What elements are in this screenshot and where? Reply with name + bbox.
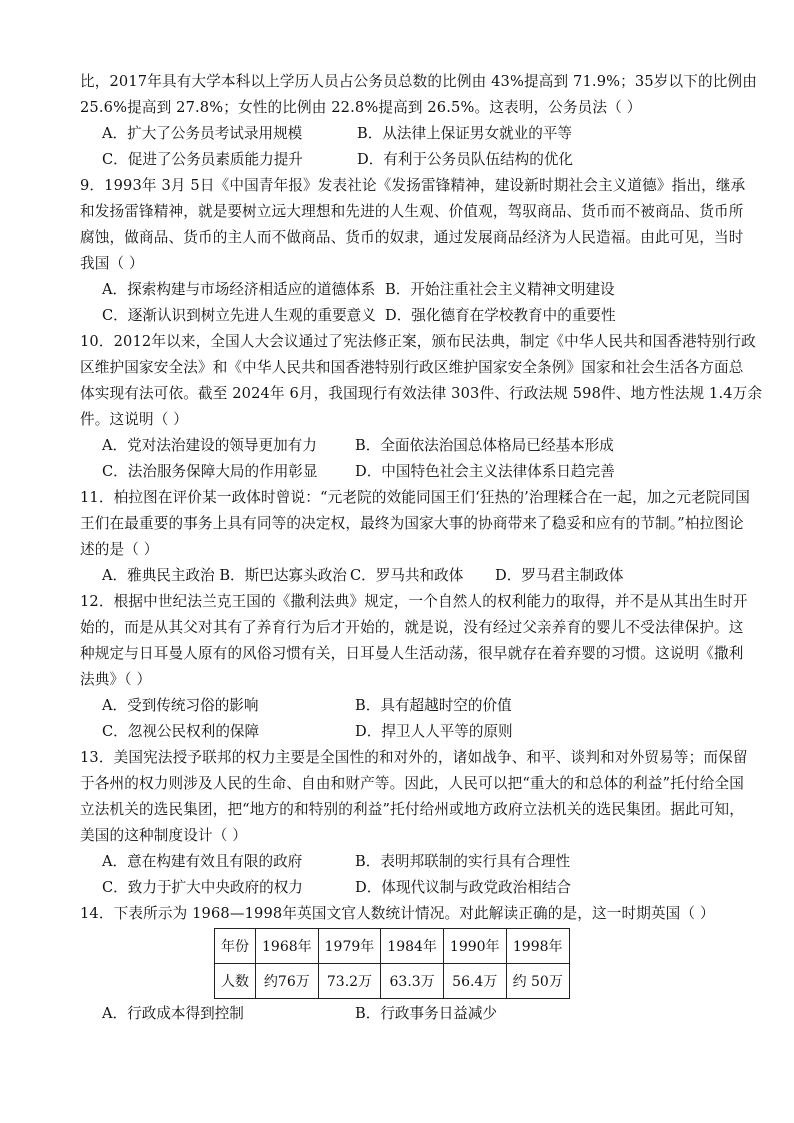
table-cell: 1979年 [318, 929, 381, 964]
table-cell: 73.2万 [318, 964, 381, 999]
q9-option-b[interactable]: B．开始注重社会主义精神文明建设 [385, 281, 615, 298]
q14-option-a[interactable]: A．行政成本得到控制 [102, 1005, 244, 1022]
table-cell: 1984年 [381, 929, 444, 964]
q8-option-a[interactable]: A．扩大了公务员考试录用规模 [102, 125, 303, 142]
q9-option-c[interactable]: C．逐渐认识到树立先进人生观的重要意义 [102, 307, 376, 324]
q10-option-a[interactable]: A．党对法治建设的领导更加有力 [102, 437, 317, 454]
table-cell: 1990年 [443, 929, 506, 964]
q11-option-ab[interactable]: A．雅典民主政治 B．斯巴达寡头政治 [102, 567, 347, 584]
q8-option-c[interactable]: C．促进了公务员素质能力提升 [102, 151, 303, 168]
q10-line-4: 件。这说明（ ） [80, 411, 188, 428]
table-header-cell: 年份 [215, 929, 256, 964]
q12-line-4: 法典》（ ） [80, 671, 152, 688]
q9-line-3: 腐蚀，做商品、货币的主人而不做商品、货币的奴隶，通过发展商品经济为人民造福。由此可见，当时 [80, 229, 744, 246]
q12-line-1: 12．根据中世纪法兰克王国的《撒利法典》规定，一个自然人的权利能力的取得，并不是从其出生时开 [80, 593, 748, 610]
q10-line-2: 区维护国家安全法》和《中华人民共和国香港特别行政区维护国家安全条例》国家和社会生活各方面总 [80, 359, 744, 376]
q13-option-a[interactable]: A．意在构建有效且有限的政府 [102, 853, 303, 870]
q12-line-2: 始的，而是从其父对其有了养育行为后才开始的，就是说，没有经过父亲养育的婴儿不受法律保护。这 [80, 619, 744, 636]
q13-option-d[interactable]: D．体现代议制与政党政治相结合 [355, 879, 572, 896]
q9-line-4: 我国（ ） [80, 255, 144, 272]
q11-line-3: 述的是（ ） [80, 541, 159, 558]
q9-option-a[interactable]: A．探索构建与市场经济相适应的道德体系 [102, 281, 376, 298]
q10-line-1: 10．2012年以来，全国人大会议通过了宪法修正案，颁布民法典，制定《中华人民共和国香港特别行政 [80, 333, 756, 350]
table-row [215, 964, 570, 999]
table-cell: 1998年 [506, 929, 569, 964]
table-cell: 约 50万 [506, 964, 569, 999]
q12-option-a[interactable]: A．受到传统习俗的影响 [102, 697, 259, 714]
q10-option-b[interactable]: B．全面依法治国总体格局已经基本形成 [355, 437, 614, 454]
q12-option-d[interactable]: D．捍卫人人平等的原则 [355, 723, 513, 740]
q13-line-2: 于各州的权力则涉及人民的生命、自由和财产等。因此，人民可以把“重大的和总体的利益”托付给全国 [80, 775, 744, 792]
q13-line-4: 美国的这种制度设计（ ） [80, 827, 247, 844]
q8-line-1: 比，2017年具有大学本科以上学历人员占公务员总数的比例由 43%提高到 71.9%；35岁以下的比例由 [80, 73, 757, 90]
table-row [215, 929, 570, 964]
q8-line-2: 25.6%提高到 27.8%；女性的比例由 22.8%提高到 26.5%。这表明，公务员法（ ） [80, 99, 642, 116]
q10-line-3: 体实现有法可依。截至 2024年 6月，我国现行有效法律 303件、行政法规 598件、地方性法规 1.4万余 [80, 385, 763, 402]
q13-line-1: 13．美国宪法授予联邦的权力主要是全国性的和对外的，诸如战争、和平、谈判和对外贸易等；而保留 [80, 749, 748, 766]
q9-line-1: 9．1993年 3月 5日《中国青年报》发表社论《发扬雷锋精神，建设新时期社会主义道德》指出，继承 [80, 177, 746, 194]
q13-option-c[interactable]: C．致力于扩大中央政府的权力 [102, 879, 303, 896]
q14-option-b[interactable]: B．行政事务日益减少 [355, 1005, 498, 1022]
q13-option-b[interactable]: B．表明邦联制的实行具有合理性 [355, 853, 571, 870]
q14-line-1: 14．下表所示为 1968—1998年英国文官人数统计情况。对此解读正确的是，这一时期英国（ ） [80, 905, 715, 922]
q12-option-b[interactable]: B．具有超越时空的价值 [355, 697, 512, 714]
q12-line-3: 种规定与日耳曼人原有的风俗习惯有关，日耳曼人生活动荡，很早就存在着弃婴的习惯。这说明《撒利 [80, 645, 744, 662]
q10-option-d[interactable]: D．中国特色社会主义法律体系日趋完善 [355, 463, 615, 480]
q11-option-c[interactable]: C．罗马共和政体 [350, 567, 464, 584]
q9-line-2: 和发扬雷锋精神，就是要树立远大理想和先进的人生观、价值观，驾驭商品、货币而不被商品、货币所 [80, 203, 744, 220]
q11-line-1: 11．柏拉图在评价某一政体时曾说：“元老院的效能同国王们‘狂热的’治理糅合在一起，加之元老院同国 [80, 489, 751, 506]
q8-option-d[interactable]: D．有利于公务员队伍结构的优化 [357, 151, 574, 168]
q12-option-c[interactable]: C．忽视公民权利的保障 [102, 723, 260, 740]
q8-option-b[interactable]: B．从法律上保证男女就业的平等 [357, 125, 573, 142]
q10-option-c[interactable]: C．法治服务保障大局的作用彰显 [102, 463, 318, 480]
table-cell: 63.3万 [381, 964, 444, 999]
table-header-cell: 人数 [215, 964, 256, 999]
q9-option-d[interactable]: D．强化德育在学校教育中的重要性 [385, 307, 616, 324]
q13-line-3: 立法机关的选民集团，把“地方的和特别的利益”托付给州或地方政府立法机关的选民集团。据此可知， [80, 801, 744, 818]
table-cell: 1968年 [256, 929, 319, 964]
table-cell: 约76万 [256, 964, 319, 999]
civil-servant-table [214, 928, 570, 999]
table-cell: 56.4万 [443, 964, 506, 999]
q11-option-d[interactable]: D．罗马君主制政体 [495, 567, 624, 584]
q11-line-2: 王们在最重要的事务上具有同等的决定权，最终为国家大事的协商带来了稳妥和应有的节制。”柏拉图论 [80, 515, 744, 532]
